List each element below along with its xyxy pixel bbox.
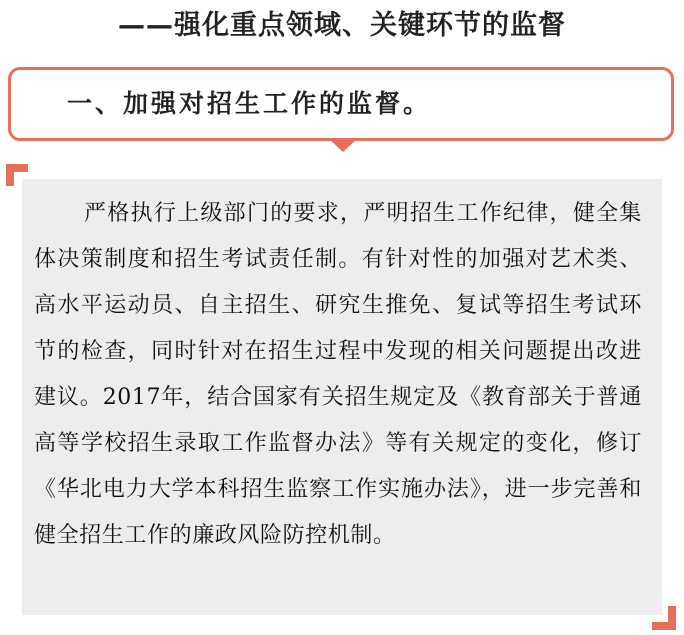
section-heading: 一、加强对招生工作的监督。 [67, 89, 432, 118]
corner-bracket-icon [6, 164, 28, 186]
page-subtitle: ——强化重点领域、关键环节的监督 [118, 10, 566, 41]
section-heading-box [8, 67, 674, 141]
body-text-panel [22, 179, 662, 615]
corner-bracket-icon [652, 606, 676, 630]
body-paragraph: 严格执行上级部门的要求，严明招生工作纪律，健全集体决策制度和招生考试责任制。有针对性的加强对艺术类、高水平运动员、自主招生、研究生推免、复试等招生考试环节的检查，同时针对在招生过程中发现的相关问题提出改进建议。2017年，结合国家有关招生规定及《教育部关于普通高等学校招生录取工作监督办法》等有关规定的变化，修订《华北电力大学本科招生监察工作实施办法》，进一步完善和健全招生工作的廉政风险防控机制。 [34, 201, 642, 548]
triangle-down-icon [328, 138, 358, 152]
